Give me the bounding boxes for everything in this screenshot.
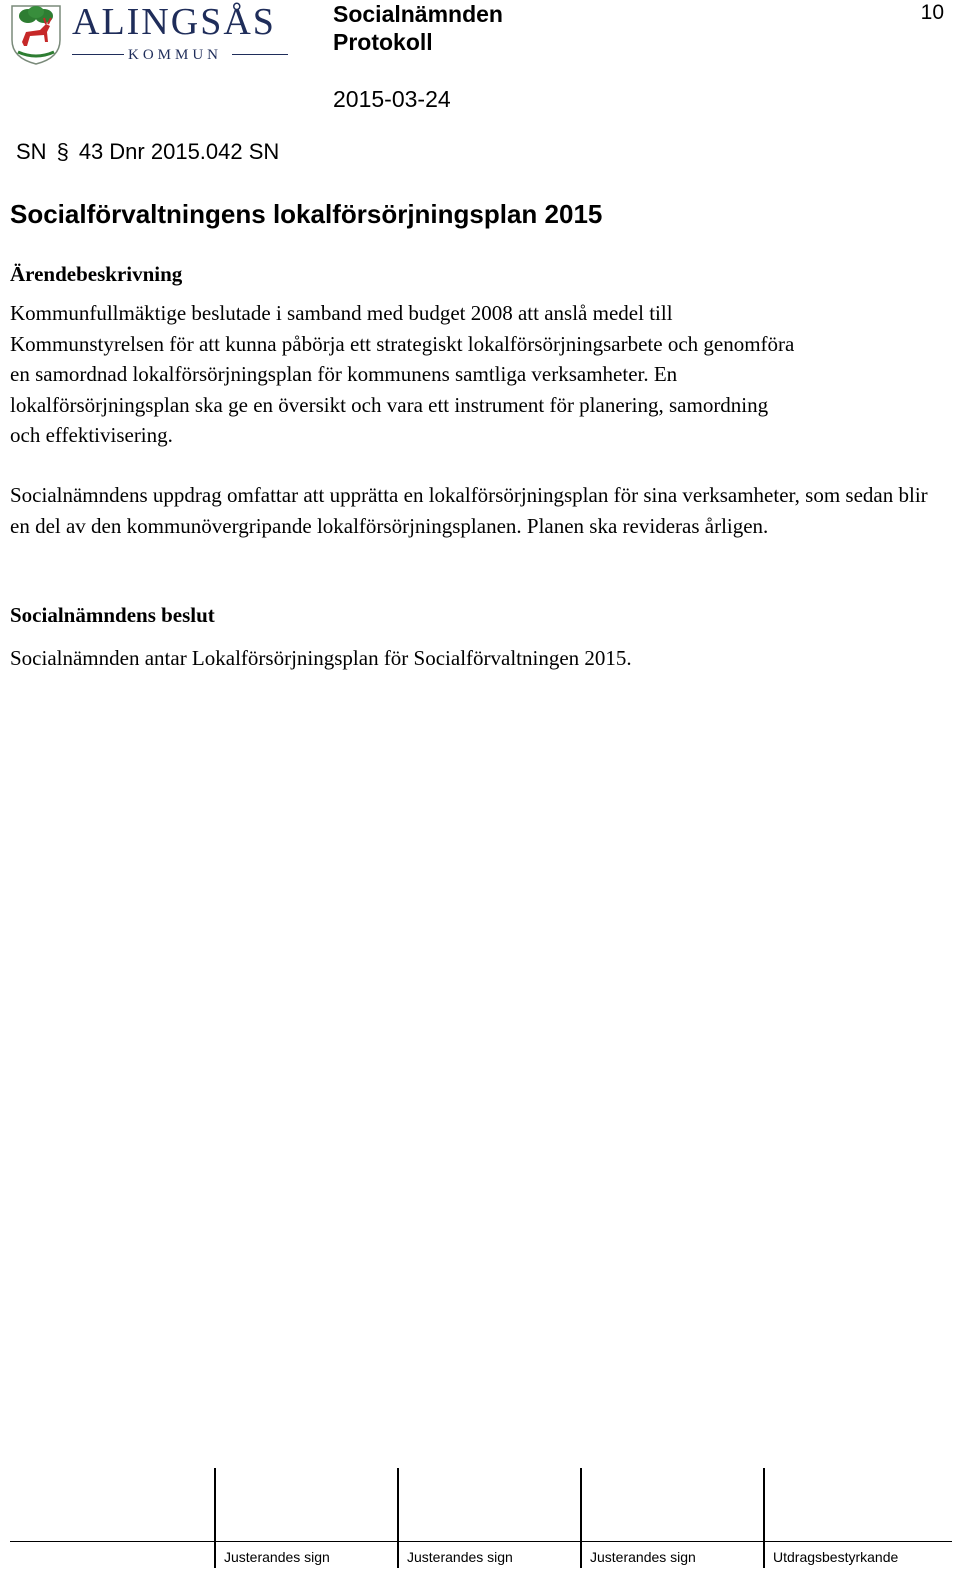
committee-name: Socialnämnden bbox=[333, 1, 503, 27]
decision-text: Socialnämnden antar Lokalförsörjningsplan för Socialförvaltningen 2015. bbox=[10, 646, 632, 670]
description-heading: Ärendebeskrivning bbox=[10, 262, 183, 286]
signature-divider bbox=[214, 1468, 216, 1568]
signature-label-4: Utdragsbestyrkande bbox=[773, 1549, 899, 1565]
diary-number: Dnr 2015.042 SN bbox=[109, 139, 280, 164]
case-prefix: SN bbox=[16, 139, 47, 164]
case-reference bbox=[16, 138, 285, 166]
logo-subtext: KOMMUN bbox=[128, 47, 223, 63]
section-symbol: § bbox=[56, 139, 69, 164]
signature-label-1: Justerandes sign bbox=[224, 1549, 330, 1565]
signature-divider bbox=[763, 1468, 765, 1568]
signature-divider bbox=[397, 1468, 399, 1568]
signature-baseline bbox=[10, 1541, 952, 1542]
signature-divider bbox=[580, 1468, 582, 1568]
municipality-logo bbox=[10, 2, 290, 66]
page-number: 10 bbox=[920, 1, 944, 24]
logo-wordmark: ALINGSÅS bbox=[72, 1, 276, 43]
description-paragraph-2: Socialnämndens uppdrag omfattar att upprätta en lokalförsörjningsplan för sina verksamheter, som sedan blir en del av den kommunövergripande lokalförsörjningsplanen. Planen ska revideras årligen. bbox=[10, 483, 928, 538]
meeting-date: 2015-03-24 bbox=[333, 86, 451, 112]
document-type: Protokoll bbox=[333, 29, 433, 55]
description-paragraph-1: Kommunfullmäktige beslutade i samband med budget 2008 att anslå medel till Kommunstyrelsen för att kunna påbörja ett strategiskt lokalförsörjningsarbete och genomföra en samordnad lokalförsörjningsplan för kommunens samtliga verksamheter. En lokalförsörjningsplan ska ge en översikt och vara ett instrument för planering, samordning och effektivisering. bbox=[10, 301, 795, 447]
case-number: 43 bbox=[78, 139, 104, 164]
page-title: Socialförvaltningens lokalförsörjningsplan 2015 bbox=[10, 199, 603, 229]
decision-heading: Socialnämndens beslut bbox=[10, 603, 215, 627]
logo-rule-left bbox=[72, 54, 124, 55]
signature-label-3: Justerandes sign bbox=[590, 1549, 696, 1565]
logo-rule-right bbox=[232, 54, 288, 55]
signature-label-2: Justerandes sign bbox=[407, 1549, 513, 1565]
